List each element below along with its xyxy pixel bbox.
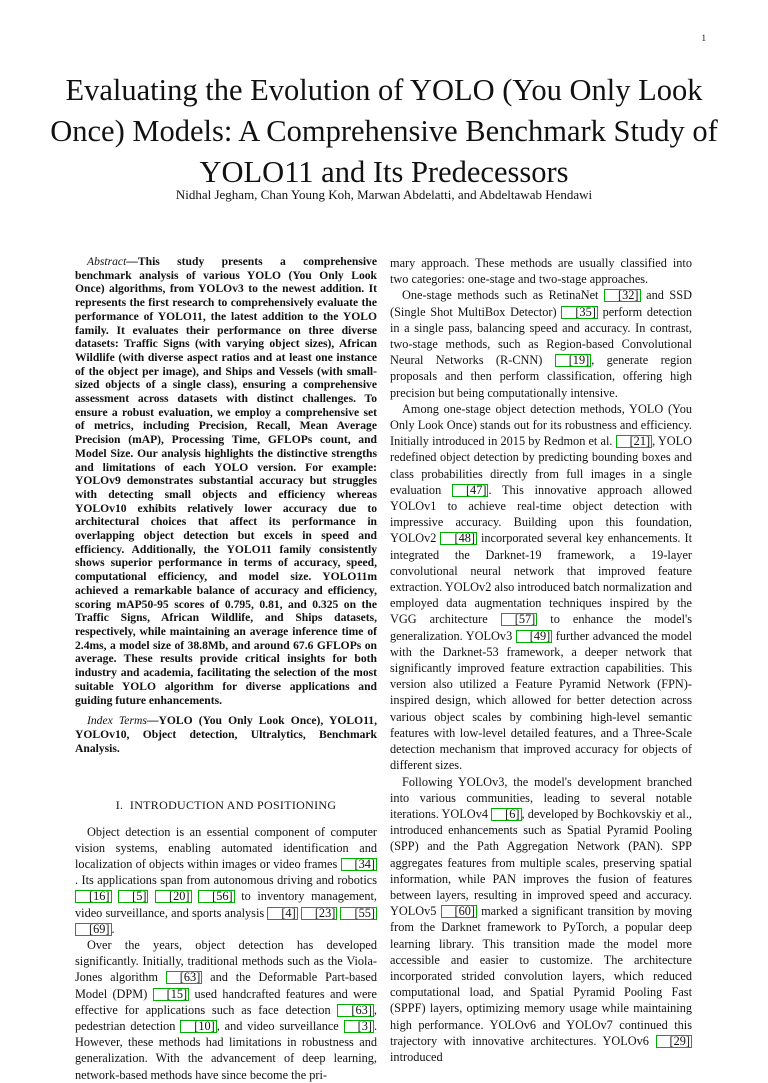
intro-paragraph-2-continued: mary approach. These methods are usually classified into two categories: one-stage and two-stage approaches. <box>390 256 692 287</box>
intro-paragraph-4: Among one-stage object detection methods, YOLO (You Only Look Once) stands out for its robustness and efficiency. Initially introduced in 2015 by Redmon et al. [21] , YOLO redefined object detection by predicting bounding boxes and class probabilities directly from full images in a single evaluation [47] . This innovative approach allowed YOLOv1 to achieve real-time object detection with impressive accuracy. Building upon this foundation, YOLOv2 [48] incorporated several key enhancements. It integrated the Darknet-19 framework, a 19-layer convolutional neural network that improved feature extraction. YOLOv2 also introduced batch normalization and employed data augmentation techniques inspired by the VGG architecture [57] to enhance the model's generalization. YOLOv3 [49] further advanced the model with the Darknet-53 framework, a deeper network that significantly improved feature extraction capabilities. This version also utilized a Feature Pyramid Network (FPN)-inspired design, which allowed for better detection across various object scales by combining high-level semantic features with low-level detailed features, and a Three-Scale detection mechanism that improved accuracy for objects of different sizes. <box>390 401 692 773</box>
citation-link[interactable]: [23] <box>301 907 338 920</box>
citation-link[interactable]: [20] <box>155 890 192 903</box>
citation-link[interactable]: [21] <box>616 435 653 448</box>
section-heading-initial: I <box>129 798 135 813</box>
section-heading-rest: NTRODUCTION AND <box>134 798 257 813</box>
citation-link[interactable]: [15] <box>153 988 190 1001</box>
index-terms-lead: Index Terms <box>87 714 147 728</box>
intro-paragraph-2: Over the years, object detection has developed significantly. Initially, traditional methods such as the Viola-Jones algorithm [63] and the Deformable Part-based Model (DPM) [15] used handcrafted features and were effective for applications such as face detection [63] , pedestrian detection [10] , and video surveillance [3] . However, these methods had limitations in robustness and generalization. With the advancement of deep learning, network-based methods have since become the pri- <box>75 937 378 1082</box>
intro-paragraph-1: Object detection is an essential component of computer vision systems, enabling automated identification and localization of objects within images or video frames [34]. Its applications span from autonomous driving and robotics [16] [5] [20] [56] to inventory management, video surveillance, and sports analysis [4] [23] [55] [69] . <box>75 824 377 936</box>
citation-link[interactable]: [34] <box>341 858 378 871</box>
abstract <box>75 255 377 707</box>
citation-link[interactable]: [4] <box>267 907 297 920</box>
left-column <box>75 255 377 1083</box>
abstract-text: —This study presents a comprehensive benchmark analysis of various YOLO (You Only Look Once) algorithms, from YOLOv3 to the newest addition. It represents the first research to comprehensively evaluate the performance of YOLO11, the latest addition to the YOLO family. It evaluates their performance on three diverse datasets: Traffic Signs (with varying object sizes), African Wildlife (with diverse aspect ratios and at least one instance of the object per image), and Ships and Vessels (with small-sized objects of a single class), ensuring a comprehensive assessment across datasets with distinct challenges. To ensure a robust evaluation, we employ a comprehensive set of metrics, including Precision, Recall, Mean Average Precision (mAP), Processing Time, GFLOPs count, and Model Size. Our analysis highlights the distinctive strengths and limitations of each YOLO version. For example: YOLOv9 demonstrates substantial accuracy but struggles with detecting small objects and efficiency whereas YOLOv10 exhibits relatively lower accuracy due to architectural choices that affect its performance in overlapping object detection but excels in speed and efficiency. Additionally, the YOLO11 family consistently shows superior performance in terms of accuracy, speed, computational efficiency, and model size. YOLO11m achieved a remarkable balance of accuracy and efficiency, scoring mAP50-95 scores of 0.795, 0.81, and 0.325 on the Traffic Signs, African Wildlife, and Ships datasets, respectively, while maintaining an average inference time of 2.4ms, a model size of 38.8Mb, and around 67.6 GFLOPs on average. These results provide critical insights for both industry and academia, facilitating the selection of the most suitable YOLO algorithm for diverse applications and guiding future enhancements. <box>75 255 377 707</box>
citation-link[interactable]: [47] <box>452 484 489 497</box>
abstract-lead: Abstract <box>87 255 127 268</box>
citation-link[interactable]: [10] <box>180 1020 217 1033</box>
citation-link[interactable]: [60] <box>441 905 478 918</box>
citation-link[interactable]: [32] <box>604 289 641 302</box>
citation-link[interactable]: [19] <box>555 354 592 367</box>
citation-link[interactable]: [6] <box>491 808 521 821</box>
intro-paragraph-3: One-stage methods such as RetinaNet [32] and SSD (Single Shot MultiBox Detector) [35] perform detection in a single pass, balancing speed and accuracy. In contrast, two-stage methods, such as Region-based Convolutional Neural Networks (R-CNN) [19] , generate region proposals and then perform classification, offering high precision but being computationally intensive. <box>390 288 692 400</box>
section-numeral: I. <box>115 798 124 813</box>
citation-link[interactable]: [3] <box>344 1020 374 1033</box>
citation-link[interactable]: [55] <box>340 907 377 920</box>
citation-link[interactable]: [29] <box>656 1035 693 1048</box>
citation-link[interactable]: [48] <box>440 532 477 545</box>
intro-paragraph-5: Following YOLOv3, the model's development branched into various communities, leading to several notable iterations. YOLOv4 [6] , developed by Bochkovskiy et al., introduced enhancements such as Spatial Pyramid Pooling (SPP) and the Path Aggregation Network (PAN). SPP aggregates features from multiple scales, preserving spatial information, while PAN improves the fusion of features between layers, resulting in improved speed and accuracy. YOLOv5 [60] marked a significant transition by moving from the Darknet framework to PyTorch, a popular deep learning library. This transition made the model more accessible and easier to customize. The architecture incorporated strided convolution layers, which reduced computational load, and Spatial Pyramid Pooling Fast (SPPF) layers, optimizing memory usage while maintaining high performance. YOLOv6 and YOLOv7 continued this trajectory with innovative architectures. YOLOv6 [29] introduced <box>390 774 692 1064</box>
citation-link[interactable]: [63] <box>337 1004 374 1017</box>
section-heading-rest-2: OSITIONING <box>263 798 337 813</box>
citation-link[interactable]: [57] <box>501 613 538 626</box>
citation-link[interactable]: [16] <box>75 890 112 903</box>
index-terms-text: —YOLO (You Only Look Once), YOLO11, YOLOv10, Object detection, Ultralytics, Benchmark Analysis. <box>75 714 377 755</box>
page-number: 1 <box>701 33 706 43</box>
right-column <box>390 255 692 1065</box>
citation-link[interactable]: [63] <box>166 971 203 984</box>
citation-link[interactable]: [49] <box>516 630 553 643</box>
citation-link[interactable]: [69] <box>75 923 112 936</box>
section-heading-initial-2: P <box>257 798 264 813</box>
paper-title: Evaluating the Evolution of YOLO (You Only Look Once) Models: A Comprehensive Benchmark Study of YOLO11 and Its Predecessors <box>50 73 718 189</box>
section-heading <box>75 797 377 813</box>
citation-link[interactable]: [35] <box>561 306 598 319</box>
citation-link[interactable]: [5] <box>118 890 148 903</box>
index-terms <box>75 714 377 755</box>
citation-link[interactable]: [56] <box>198 890 235 903</box>
author-list: Nidhal Jegham, Chan Young Koh, Marwan Abdelatti, and Abdeltawab Hendawi <box>175 187 593 202</box>
